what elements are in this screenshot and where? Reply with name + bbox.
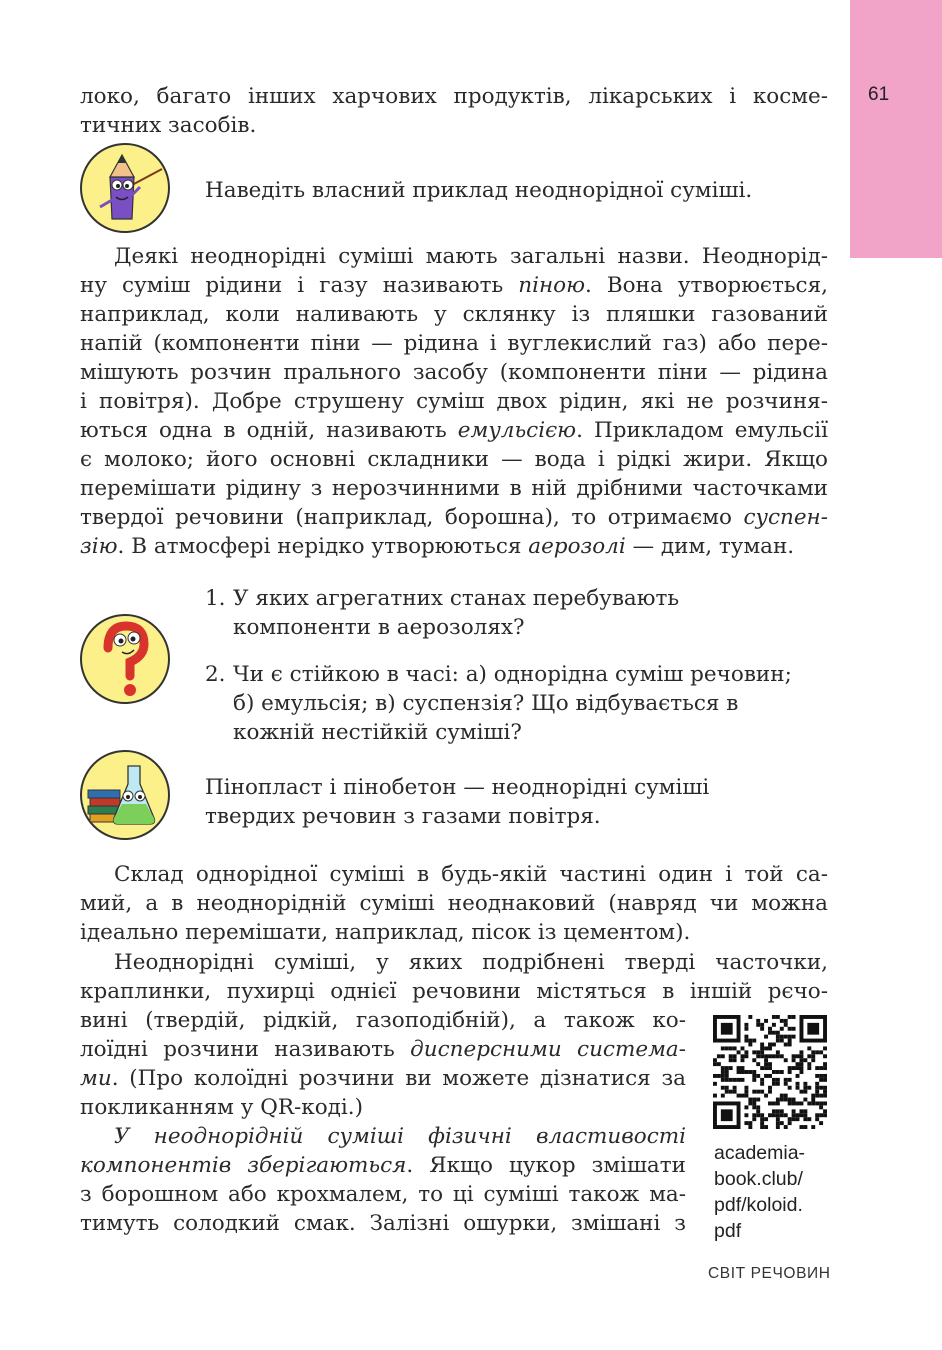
- text-line: ми. (Про колоїдні розчини ви можете дізнатися за: [80, 1066, 686, 1091]
- qr-link-line[interactable]: book.club/: [714, 1168, 803, 1190]
- paragraph-disperse-cont: [80, 1006, 686, 1122]
- paragraph-intro: [80, 82, 828, 140]
- fact-text: [205, 773, 709, 831]
- questions-block: [205, 584, 835, 747]
- text-line: покликанням у QR-коді.): [80, 1095, 364, 1120]
- question-mark-icon: [80, 614, 170, 704]
- text-line: Пінопласт і пінобетон — неоднорідні суміші: [205, 775, 710, 800]
- question-number: 2.: [205, 662, 226, 687]
- qr-link-text[interactable]: [714, 1140, 844, 1244]
- text-line: і повітря). Добре струшену суміш двох рідин, які не розчиня-: [80, 389, 828, 414]
- text-line: Неоднорідні суміші, у яких подрібнені тверді часточки,: [114, 950, 828, 975]
- task-text: Наведіть власний приклад неоднорідної суміші.: [205, 178, 753, 203]
- text-line: перемішати рідину з нерозчинними в ній дрібними часточками: [80, 476, 828, 501]
- text-line: є молоко; його основні складники — вода і рідкі жири. Якщо: [80, 447, 828, 472]
- text-line: лоїдні розчини називають дисперсними система-: [80, 1037, 686, 1062]
- text-line: Деякі неоднорідні суміші мають загальні назви. Неоднорід-: [114, 244, 828, 269]
- text-line: мий, а в неоднорідній суміші неоднаковий (навряд чи можна: [80, 891, 828, 916]
- paragraph-mixtures: [80, 242, 828, 561]
- text-line: тичних засобів.: [80, 113, 257, 138]
- text-line: кожній нестійкій суміші?: [233, 720, 522, 745]
- question-number: 1.: [205, 586, 226, 611]
- paragraph-composition: [80, 860, 828, 947]
- text-line: ну суміш рідини і газу називають піною. Вона утворюється,: [80, 273, 828, 298]
- text-line: 2. Чи є стійкою в часі: а) однорідна суміш речовин;: [205, 662, 792, 687]
- text-line: мішують розчин прального засобу (компоненти піни — рідина: [80, 360, 828, 385]
- qr-link-line[interactable]: pdf/koloid.: [714, 1194, 803, 1216]
- page-number: 61: [868, 84, 890, 105]
- text-line: зію. В атмосфері нерідко утворюються аерозолі — дим, туман.: [80, 534, 795, 559]
- qr-link-line[interactable]: academia-: [714, 1142, 806, 1164]
- question-item: [205, 584, 835, 642]
- text-line: наприклад, коли наливають у склянку із пляшки газований: [80, 302, 828, 327]
- text-line: вині (твердій, рідкій, газоподібній), а також ко-: [80, 1008, 686, 1033]
- question-item: [205, 660, 835, 747]
- paragraph-disperse: [80, 948, 828, 1006]
- text-line: 1. У яких агрегатних станах перебувають: [205, 586, 680, 611]
- text-line: локо, багато інших харчових продуктів, лікарських і косме-: [80, 84, 828, 109]
- text-line: ються одна в одній, називають емульсією. Прикладом емульсії: [80, 418, 828, 443]
- text-line: Склад однорідної суміші в будь-якій частині один і той са-: [114, 862, 828, 887]
- text-line: твердих речовин з газами повітря.: [205, 804, 601, 829]
- text-line: тимуть солодкий смак. Залізні ошурки, змішані з: [80, 1211, 686, 1236]
- text-line: твердої речовини (наприклад, борошна), то отримаємо суспен-: [80, 505, 828, 530]
- text-line: б) емульсія; в) суспензія? Що відбувається в: [233, 691, 739, 716]
- paragraph-properties: [80, 1122, 686, 1238]
- flask-books-icon: [80, 750, 170, 840]
- text-line: ідеально перемішати, наприклад, пісок із цементом).: [80, 920, 691, 945]
- text-line: краплинки, пухирці однієї речовини містяться в іншій рєчо-: [80, 979, 828, 1004]
- footer-title: СВІТ РЕЧОВИН: [708, 1265, 831, 1282]
- text-line: компонентів зберігаються. Якщо цукор змішати: [80, 1153, 686, 1178]
- text-line: компоненти в аерозолях?: [233, 615, 525, 640]
- text-line: напій (компоненти піни — рідина і вуглекислий газ) або пере-: [80, 331, 828, 356]
- qr-code[interactable]: [713, 1015, 827, 1129]
- page-tab: [850, 0, 942, 258]
- text-line: з борошном або крохмалем, то ці суміші також ма-: [80, 1182, 686, 1207]
- pencil-teacher-icon: [80, 143, 170, 233]
- qr-link-line[interactable]: pdf: [714, 1220, 742, 1242]
- text-line: У неоднорідній суміші фізичні властивості: [114, 1124, 686, 1149]
